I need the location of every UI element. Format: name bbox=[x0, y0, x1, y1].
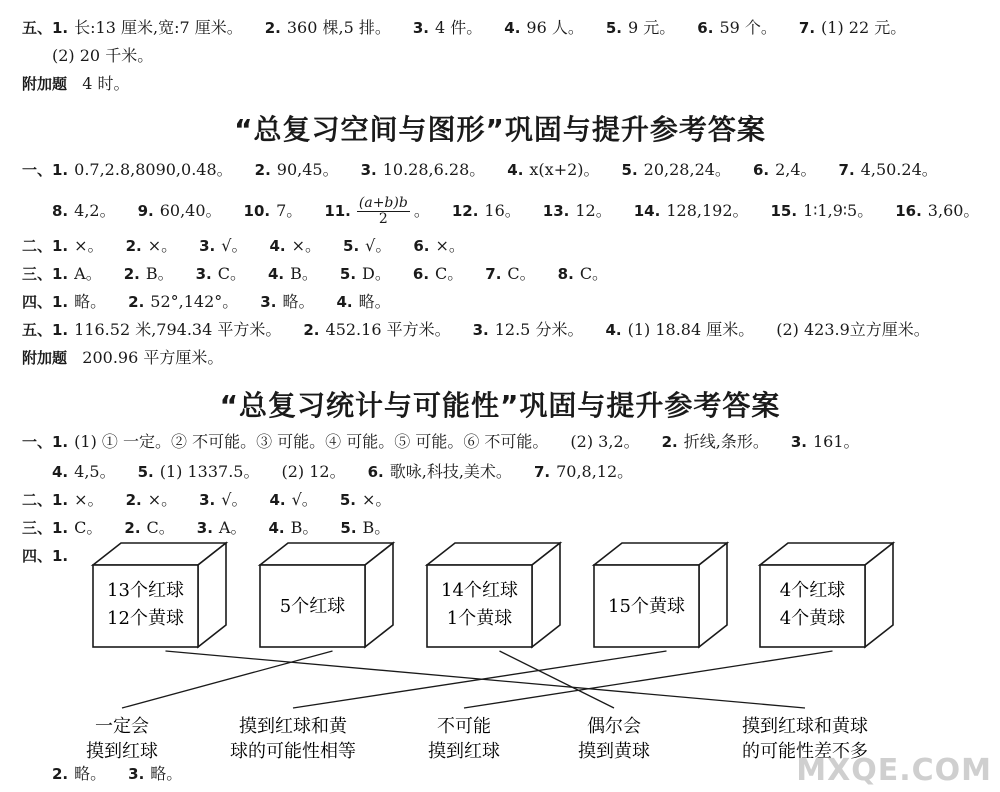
answer-text: √。 bbox=[365, 236, 392, 255]
answer-item bbox=[22, 320, 281, 339]
answer-item bbox=[255, 160, 339, 179]
answer-number: 五、1. bbox=[22, 321, 69, 339]
answer-item bbox=[268, 518, 318, 537]
s1-row-2 bbox=[52, 196, 1000, 227]
answer-text: 4 件。 bbox=[435, 18, 483, 37]
answer-number: 7. bbox=[533, 463, 551, 481]
answer-text: 长:13 厘米,宽:7 厘米。 bbox=[74, 18, 243, 37]
matching-figure bbox=[0, 540, 1000, 770]
answer-text: C。 bbox=[507, 264, 536, 283]
option-label: 摸到红球 bbox=[428, 741, 500, 762]
answer-text: 略。 bbox=[358, 292, 391, 311]
answer-number: 五、1. bbox=[22, 19, 69, 37]
answer-text: ×。 bbox=[74, 236, 104, 255]
answer-text: (2) 423.9立方厘米。 bbox=[776, 320, 930, 339]
section1-title: “总复习空间与图形”巩固与提升参考答案 bbox=[234, 113, 766, 146]
answer-number: 4. bbox=[507, 161, 524, 179]
answer-number: 2. bbox=[125, 491, 142, 509]
answer-text: 70,8,12。 bbox=[556, 462, 634, 481]
answer-item bbox=[473, 320, 584, 339]
answer-item bbox=[52, 462, 116, 481]
answer-text: 12.5 分米。 bbox=[494, 320, 584, 339]
answer-number: 3. bbox=[472, 321, 489, 339]
answer-text: 0.7,2.8,8090,0.48。 bbox=[74, 160, 233, 179]
answer-number: 13. bbox=[542, 202, 570, 220]
answer-item bbox=[199, 236, 247, 255]
box-front bbox=[427, 565, 532, 647]
answer-text: (1) 22 元。 bbox=[821, 18, 907, 37]
answer-number: 二、1. bbox=[22, 491, 69, 509]
answer-text: √。 bbox=[291, 490, 318, 509]
match-line bbox=[293, 651, 667, 708]
answer-item bbox=[269, 490, 317, 509]
answer-text: A。 bbox=[218, 518, 247, 537]
answer-text: C。 bbox=[146, 518, 175, 537]
answer-text: 360 棵,5 排。 bbox=[286, 18, 391, 37]
box-label: 4个红球 bbox=[779, 580, 846, 601]
option-label: 不可能 bbox=[437, 716, 491, 737]
answer-number: 5. bbox=[343, 237, 360, 255]
answer-item bbox=[605, 320, 754, 339]
answer-number: 7. bbox=[798, 19, 816, 37]
answer-number: 四、1. bbox=[22, 293, 69, 311]
answer-item bbox=[22, 236, 104, 255]
answer-number: 15. bbox=[770, 202, 798, 220]
answer-number: 2. bbox=[303, 321, 320, 339]
match-line bbox=[464, 651, 833, 708]
answer-number: 3. bbox=[199, 491, 216, 509]
section2-title: “总复习统计与可能性”巩固与提升参考答案 bbox=[219, 389, 781, 422]
answer-number: 12. bbox=[451, 202, 479, 220]
answer-item bbox=[52, 201, 116, 220]
s1-row-3 bbox=[22, 236, 487, 256]
answer-number: 4. bbox=[336, 293, 353, 311]
answer-number: 2. bbox=[123, 265, 140, 283]
answer-item bbox=[336, 292, 390, 311]
answer-text: 90,45。 bbox=[276, 160, 339, 179]
box-label: 15个黄球 bbox=[608, 596, 685, 617]
answer-number: 3. bbox=[128, 765, 145, 783]
answer-number: 4. bbox=[269, 491, 286, 509]
answer-text: 7。 bbox=[276, 201, 303, 220]
extra-label: 附加题 bbox=[22, 349, 68, 367]
q11-end: 。 bbox=[413, 201, 430, 220]
answer-number: 三、1. bbox=[22, 265, 69, 283]
answer-number: 6. bbox=[412, 265, 430, 283]
answer-text: C。 bbox=[579, 264, 609, 283]
answer-text: B。 bbox=[362, 518, 391, 537]
answer-number: 一、1. bbox=[22, 161, 69, 179]
answer-item bbox=[771, 201, 874, 220]
q11 bbox=[324, 195, 430, 227]
s1-row-1 bbox=[22, 160, 960, 180]
answer-text: ×。 bbox=[147, 490, 178, 509]
option-label: 一定会 bbox=[95, 716, 149, 737]
answer-text: B。 bbox=[290, 518, 319, 537]
answer-text: ×。 bbox=[147, 236, 178, 255]
option-label: 摸到红球 bbox=[86, 741, 158, 762]
box-front bbox=[93, 565, 198, 647]
answer-item bbox=[507, 160, 599, 179]
answer-item bbox=[413, 264, 463, 283]
answer-text: √。 bbox=[221, 490, 248, 509]
option-label: 的可能性差不多 bbox=[742, 741, 868, 762]
answer-text: 116.52 米,794.34 平方米。 bbox=[74, 320, 282, 339]
answer-item bbox=[895, 201, 979, 220]
answer-item bbox=[128, 764, 182, 783]
answer-number: 6. bbox=[413, 237, 430, 255]
answer-item bbox=[303, 320, 450, 339]
s2-row-4 bbox=[22, 518, 412, 538]
answer-number: 8. bbox=[52, 202, 69, 220]
answer-item bbox=[570, 432, 639, 451]
option-label: 摸到黄球 bbox=[578, 741, 650, 762]
answer-item bbox=[126, 490, 178, 509]
answer-item bbox=[22, 292, 106, 311]
answer-text: (1) 1337.5。 bbox=[159, 462, 260, 481]
answer-text: ×。 bbox=[291, 236, 322, 255]
prev-row-2 bbox=[52, 46, 153, 66]
option-label: 摸到红球和黄球 bbox=[742, 716, 868, 737]
answer-text: C。 bbox=[217, 264, 246, 283]
answer-item bbox=[662, 432, 769, 451]
answer-number: 7. bbox=[838, 161, 855, 179]
answer-text: D。 bbox=[362, 264, 391, 283]
match-line bbox=[166, 651, 806, 708]
answer-text: 10.28,6.28。 bbox=[382, 160, 486, 179]
s2-row-3 bbox=[22, 490, 413, 510]
prev-extra bbox=[22, 74, 130, 94]
answer-number: 4. bbox=[269, 237, 286, 255]
answer-number: 6. bbox=[697, 19, 714, 37]
option-label: 偶尔会 bbox=[587, 716, 641, 737]
prev-row-2-text: (2) 20 千米。 bbox=[52, 46, 154, 65]
answer-item bbox=[22, 490, 104, 509]
answer-text: C。 bbox=[74, 518, 103, 537]
answer-number: 4. bbox=[605, 321, 622, 339]
answer-number: 4. bbox=[268, 265, 285, 283]
answer-item bbox=[413, 236, 465, 255]
answer-number: 三、1. bbox=[22, 519, 69, 537]
answer-number: 9. bbox=[137, 202, 154, 220]
answer-item bbox=[776, 320, 930, 339]
answer-item bbox=[340, 490, 392, 509]
answer-number: 10. bbox=[243, 202, 271, 220]
answer-text: 16。 bbox=[484, 201, 521, 220]
answer-text: 12。 bbox=[575, 201, 612, 220]
box-label: 1个黄球 bbox=[446, 608, 513, 629]
s2-row-1 bbox=[22, 432, 882, 452]
answer-text: x(x+2)。 bbox=[529, 160, 600, 179]
answer-item bbox=[361, 160, 486, 179]
answer-text: 2,4。 bbox=[775, 160, 817, 179]
extra-text: 200.96 平方厘米。 bbox=[82, 348, 224, 367]
answer-text: 略。 bbox=[282, 292, 315, 311]
answer-number: 6. bbox=[752, 161, 770, 179]
option-label: 摸到红球和黄 bbox=[239, 716, 347, 737]
answer-item bbox=[22, 18, 243, 37]
s1-row-4 bbox=[22, 264, 630, 284]
answer-text: ×。 bbox=[435, 236, 465, 255]
s1-row-6 bbox=[22, 320, 952, 340]
answer-number: 5. bbox=[340, 519, 357, 537]
answer-item bbox=[622, 160, 731, 179]
answer-item bbox=[634, 201, 749, 220]
fraction-denominator: 2 bbox=[378, 211, 388, 227]
box-label: 14个红球 bbox=[441, 580, 518, 601]
answer-text: √。 bbox=[221, 236, 248, 255]
answer-text: 折线,条形。 bbox=[683, 432, 769, 451]
box bbox=[760, 543, 893, 647]
extra-label: 附加题 bbox=[22, 75, 68, 93]
answer-item bbox=[839, 160, 938, 179]
answer-number: 16. bbox=[895, 202, 922, 220]
q4-label: 四、1. bbox=[22, 547, 69, 565]
answer-item bbox=[281, 462, 345, 481]
answer-text: 9 元。 bbox=[628, 18, 676, 37]
match-line bbox=[122, 651, 333, 708]
answer-item bbox=[269, 236, 321, 255]
answer-item bbox=[52, 764, 106, 783]
answer-text: A。 bbox=[74, 264, 102, 283]
answer-item bbox=[558, 264, 608, 283]
answer-item bbox=[791, 432, 860, 451]
answer-text: 96 人。 bbox=[526, 18, 584, 37]
answer-number: 14. bbox=[633, 202, 661, 220]
answer-number: 3. bbox=[260, 293, 277, 311]
answer-item bbox=[485, 264, 535, 283]
box-label: 13个红球 bbox=[107, 580, 184, 601]
answer-text: 略。 bbox=[150, 764, 183, 783]
watermark: MXQE.COM bbox=[796, 753, 992, 788]
answer-item bbox=[697, 18, 777, 37]
answer-number: 3. bbox=[195, 265, 212, 283]
answer-item bbox=[343, 236, 391, 255]
answer-text: B。 bbox=[145, 264, 174, 283]
box-label: 12个黄球 bbox=[107, 608, 184, 629]
answer-number: 7. bbox=[485, 265, 502, 283]
answer-number: 2. bbox=[125, 237, 142, 255]
answer-text: B。 bbox=[290, 264, 318, 283]
answer-text: 歌咏,科技,美术。 bbox=[389, 462, 512, 481]
answer-number: 3. bbox=[412, 19, 429, 37]
answer-text: 略。 bbox=[74, 292, 107, 311]
answer-item bbox=[340, 264, 391, 283]
answer-text: 略。 bbox=[74, 764, 107, 783]
s2-row-2 bbox=[52, 462, 655, 482]
s1-row-2a bbox=[52, 201, 324, 220]
answer-item bbox=[22, 160, 233, 179]
box bbox=[260, 543, 393, 647]
answer-number: 5. bbox=[621, 161, 638, 179]
prev-row-1 bbox=[22, 18, 928, 38]
answer-number: 8. bbox=[557, 265, 574, 283]
s1-row-2b bbox=[452, 201, 1000, 220]
answer-number: 二、1. bbox=[22, 237, 69, 255]
answer-item bbox=[413, 18, 482, 37]
answer-text: (2) 3,2。 bbox=[570, 432, 640, 451]
answer-text: 60,40。 bbox=[159, 201, 222, 220]
fraction-numerator: (a+b)b bbox=[358, 195, 408, 211]
answer-number: 4. bbox=[52, 463, 69, 481]
answer-item bbox=[199, 490, 247, 509]
answer-number: 5. bbox=[339, 491, 356, 509]
q11-label: 11. bbox=[324, 202, 351, 220]
answer-item bbox=[753, 160, 817, 179]
answer-text: 59 个。 bbox=[719, 18, 777, 37]
answer-item bbox=[368, 462, 512, 481]
answer-item bbox=[534, 462, 633, 481]
answer-number: 5. bbox=[339, 265, 357, 283]
answer-item bbox=[265, 18, 391, 37]
answer-number: 3. bbox=[196, 519, 213, 537]
answer-item bbox=[340, 518, 390, 537]
answer-text: 128,192。 bbox=[666, 201, 749, 220]
answer-item bbox=[452, 201, 521, 220]
answer-text: ×。 bbox=[361, 490, 392, 509]
answer-text: (1) 18.84 厘米。 bbox=[627, 320, 755, 339]
answer-item bbox=[543, 201, 612, 220]
answer-item bbox=[138, 462, 260, 481]
box-front bbox=[760, 565, 865, 647]
answer-number: 一、1. bbox=[22, 433, 69, 451]
s2-row-last bbox=[52, 764, 204, 784]
box bbox=[93, 543, 226, 647]
answer-item bbox=[22, 264, 102, 283]
answer-item bbox=[124, 264, 174, 283]
answer-item bbox=[126, 236, 178, 255]
answer-number: 5. bbox=[137, 463, 154, 481]
box bbox=[594, 543, 727, 647]
answer-item bbox=[260, 292, 314, 311]
answer-text: (2) 12。 bbox=[281, 462, 346, 481]
s1-extra bbox=[22, 348, 223, 368]
answer-item bbox=[197, 518, 247, 537]
answer-text: C。 bbox=[435, 264, 464, 283]
answer-text: 4,50.24。 bbox=[860, 160, 938, 179]
box-label: 5个红球 bbox=[279, 596, 346, 617]
box bbox=[427, 543, 560, 647]
answer-item bbox=[22, 518, 102, 537]
answer-text: 4,5。 bbox=[74, 462, 116, 481]
answer-text: 1∶1,9∶5。 bbox=[803, 201, 874, 220]
answer-text: 3,60。 bbox=[927, 201, 980, 220]
answer-number: 2. bbox=[264, 19, 281, 37]
answer-number: 2. bbox=[124, 519, 141, 537]
answer-text: (1) ① 一定。② 不可能。③ 可能。④ 可能。⑤ 可能。⑥ 不可能。 bbox=[74, 432, 549, 451]
answer-number: 3. bbox=[360, 161, 377, 179]
answer-text: 52°,142°。 bbox=[150, 292, 239, 311]
answer-item bbox=[244, 201, 303, 220]
answer-text: 4,2。 bbox=[74, 201, 116, 220]
answer-text: ×。 bbox=[74, 490, 104, 509]
answer-item bbox=[504, 18, 584, 37]
answer-text: 161。 bbox=[813, 432, 860, 451]
answer-item bbox=[124, 518, 174, 537]
answer-number: 4. bbox=[504, 19, 521, 37]
answer-item bbox=[128, 292, 238, 311]
answer-number: 3. bbox=[199, 237, 216, 255]
answer-item bbox=[138, 201, 222, 220]
answer-text: 20,28,24。 bbox=[643, 160, 731, 179]
answer-text: 452.16 平方米。 bbox=[325, 320, 451, 339]
box-label: 4个黄球 bbox=[779, 608, 846, 629]
option-label: 球的可能性相等 bbox=[230, 741, 356, 762]
answer-item bbox=[799, 18, 906, 37]
answer-item bbox=[268, 264, 318, 283]
answer-number: 3. bbox=[790, 433, 807, 451]
answer-number: 2. bbox=[661, 433, 678, 451]
answer-number: 2. bbox=[128, 293, 145, 311]
answer-number: 6. bbox=[367, 463, 384, 481]
answer-number: 2. bbox=[254, 161, 271, 179]
answer-number: 5. bbox=[605, 19, 623, 37]
answer-number: 2. bbox=[52, 765, 69, 783]
extra-text: 4 时。 bbox=[82, 74, 130, 93]
answer-number: 4. bbox=[268, 519, 285, 537]
answer-item bbox=[606, 18, 675, 37]
q11-fraction bbox=[357, 196, 410, 227]
answer-item bbox=[22, 432, 548, 451]
answer-item bbox=[196, 264, 246, 283]
s1-row-5 bbox=[22, 292, 413, 312]
